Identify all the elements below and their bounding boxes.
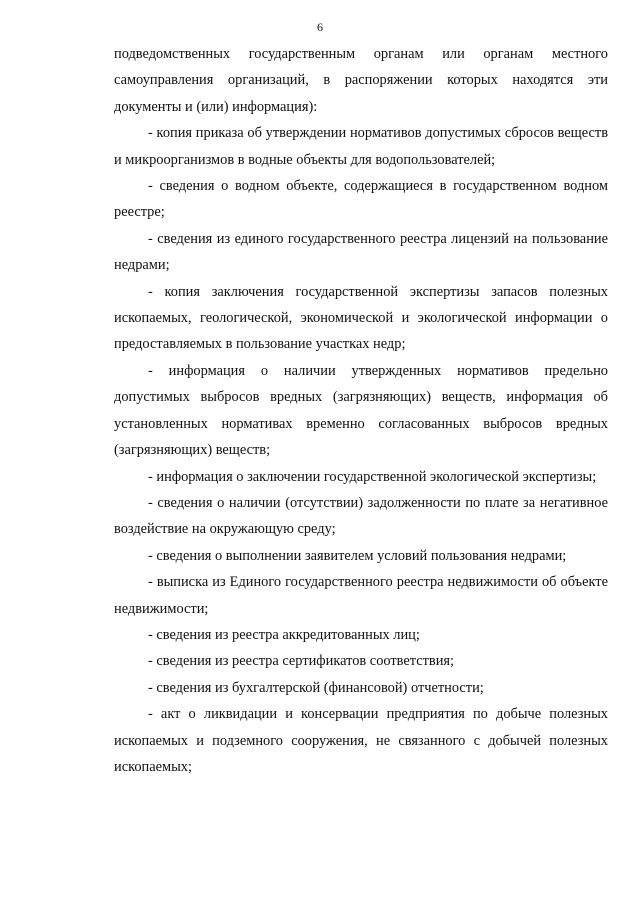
list-item: - копия приказа об утверждении нормативов допустимых сбросов веществ и микроорганизмов в водные объекты для водопользователей; bbox=[114, 125, 608, 168]
list-item: - сведения о водном объекте, содержащиеся в государственном водном реестре; bbox=[114, 178, 608, 221]
list-item: - сведения из реестра сертификатов соответствия; bbox=[148, 653, 455, 670]
list-item: - информация о заключении государственной экологической экспертизы; bbox=[148, 468, 597, 485]
list-item: - информация о наличии утвержденных нормативов предельно допустимых выбросов вредных (загрязняющих) веществ, информация об установленных нормативах временно согласованных выбросов вредных (загрязняющих) веществ; bbox=[114, 362, 608, 459]
list-item: - выписка из Единого государственного реестра недвижимости об объекте недвижимости; bbox=[114, 574, 608, 617]
list-item: - сведения из реестра аккредитованных лиц; bbox=[148, 626, 420, 643]
list-item: - акт о ликвидации и консервации предприятия по добыче полезных ископаемых и подземного сооружения, не связанного с добычей полезных ископаемых; bbox=[114, 706, 608, 775]
page-number: 6 bbox=[317, 20, 323, 34]
list-item: - сведения из бухгалтерской (финансовой) отчетности; bbox=[148, 679, 484, 696]
list-item: - сведения из единого государственного реестра лицензий на пользование недрами; bbox=[114, 230, 608, 274]
paragraph-intro-continuation: подведомственных государственным органам или органам местного самоуправления организаций, в распоряжении которых находятся эти документы и (или) информация): bbox=[114, 46, 608, 115]
list-item: - копия заключения государственной экспертизы запасов полезных ископаемых, геологической, экономической и экологической информации о предоставляемых в пользование участках недр; bbox=[114, 283, 608, 353]
list-item: - сведения о наличии (отсутствии) задолженности по плате за негативное воздействие на окружающую среду; bbox=[114, 494, 608, 538]
document-body bbox=[114, 41, 608, 780]
list-item: - сведения о выполнении заявителем условий пользования недрами; bbox=[148, 547, 567, 564]
